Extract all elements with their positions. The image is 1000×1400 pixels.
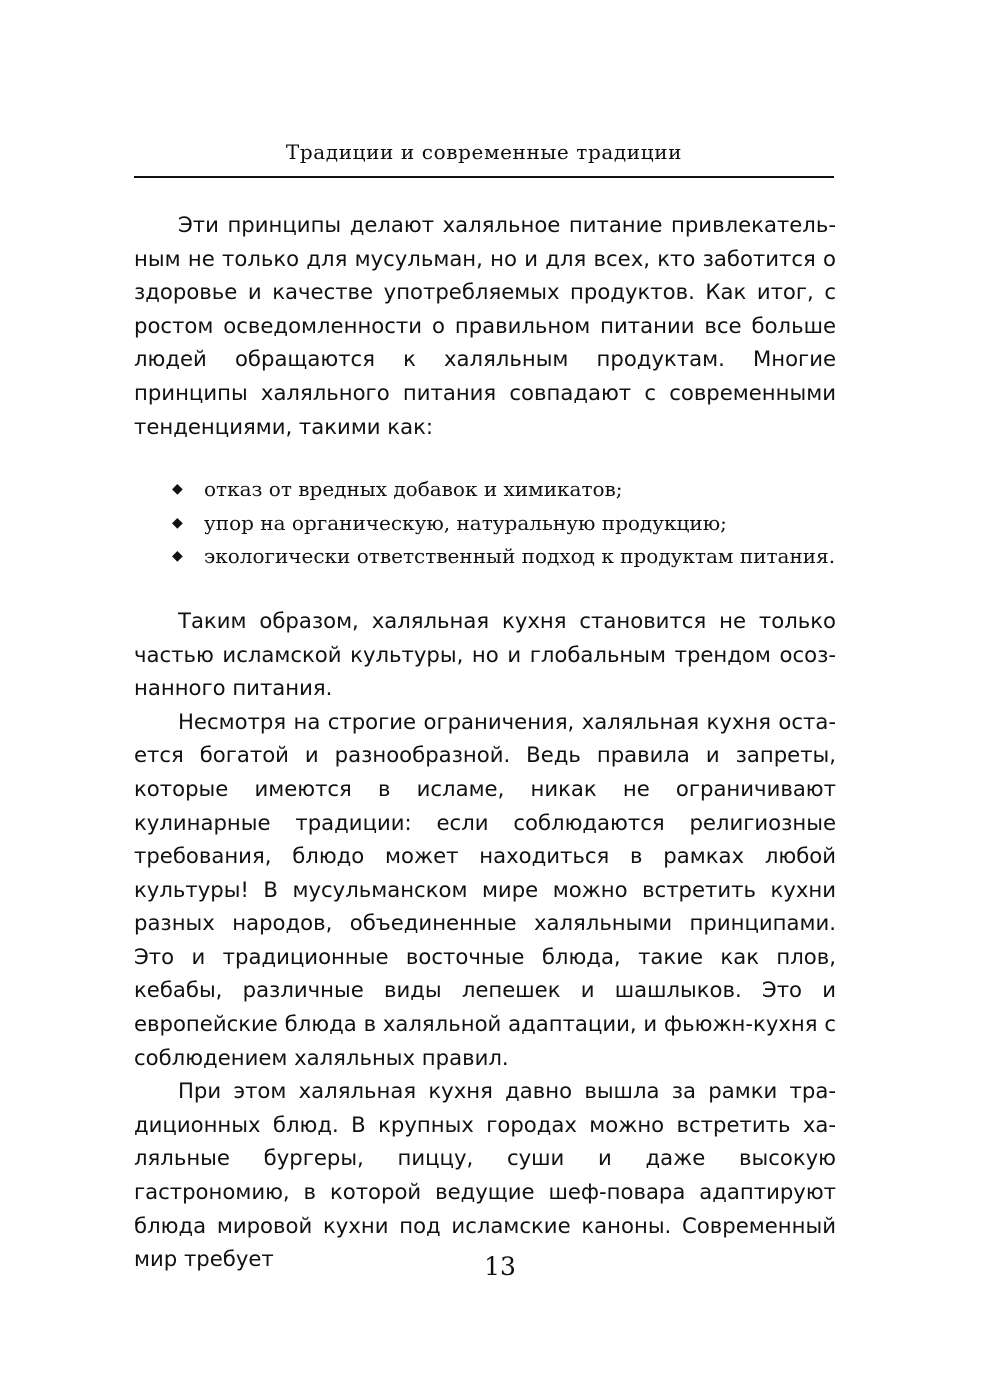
page-body	[134, 208, 836, 1276]
paragraph-1: Эти принципы делают халяльное питание привлекательным не только для мусульман, но и для всех, кто заботится о здоровье и качестве употребляемых продуктов. Как итог, с ростом осведомленности о правильном питании все больше людей обращаются к халяльным продуктам. Многие принципы халяльного питания совпадают с современными тенденциями, такими как:	[134, 212, 836, 439]
list-item	[172, 507, 836, 541]
paragraph-4: При этом халяльная кухня давно вышла за рамки традиционных блюд. В крупных городах можно встретить халяльные бургеры, пиццу, суши и даже высокую гастрономию, в которой ведущие шеф-повара адаптируют блюда мировой кухни под исламские каноны. Современный мир требует	[134, 1078, 836, 1272]
page-number: 13	[484, 1252, 516, 1281]
paragraph-2: Таким образом, халяльная кухня становится не только частью исламской культуры, но и глобальным трендом осознанного питания.	[134, 607, 836, 701]
paragraph-3: Несмотря на строгие ограничения, халяльная кухня остается богатой и разнообразной. Ведь правила и запреты, которые имеются в исламе, никак не ограничивают кулинарные традиции: если соблюдаются религиозные требования, блюдо может находиться в рамках любой культуры! В мусульманском мире можно встретить кухни разных народов, объединенные халяльными принципами. Это и традиционные восточные блюда, такие как плов, кебабы, различные виды лепешек и шашлыков. Это и европейские блюда в халяльной адаптации, и фьюжн-кухня с соблюдением халяльных правил.	[134, 708, 836, 1070]
spacer	[134, 574, 836, 604]
list-item-label: упор на органическую, натуральную продукцию;	[204, 510, 727, 535]
list-item	[172, 540, 836, 574]
list-item	[172, 473, 836, 507]
running-head-title: Традиции и современные традиции	[285, 140, 683, 164]
bullet-list	[134, 473, 836, 574]
list-item-label: экологически ответственный подход к продуктам питания.	[204, 544, 836, 569]
running-head	[134, 140, 834, 164]
diamond-bullet-icon: ◆	[172, 481, 183, 498]
diamond-bullet-icon: ◆	[172, 548, 183, 565]
spacer	[134, 443, 836, 473]
list-item-label: отказ от вредных добавок и химикатов;	[204, 477, 623, 502]
diamond-bullet-icon: ◆	[172, 514, 183, 531]
header-divider	[134, 176, 834, 178]
